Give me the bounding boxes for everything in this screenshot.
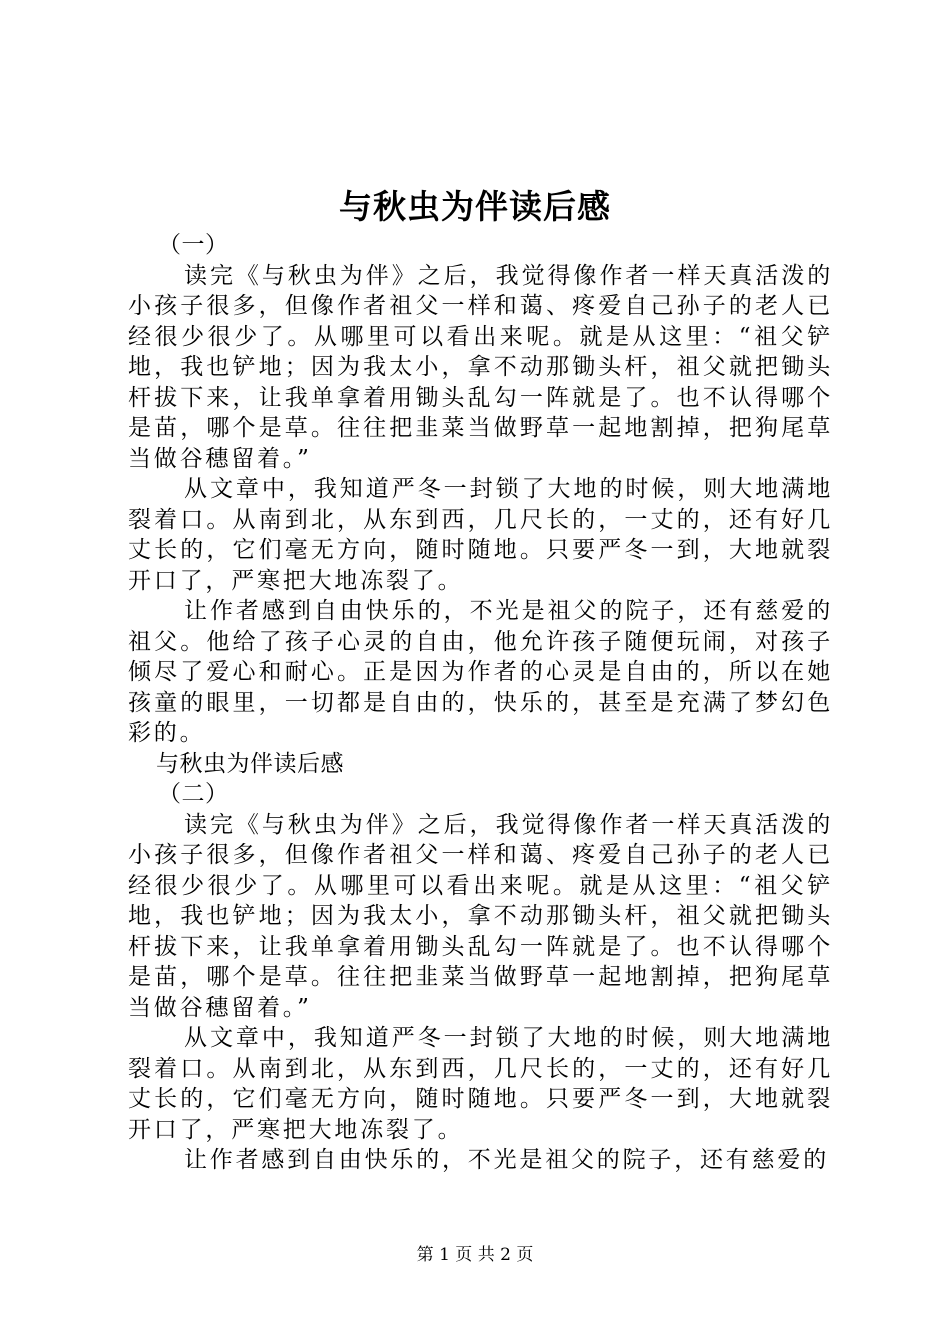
document-title: 与秋虫为伴读后感: [339, 187, 611, 226]
paragraph: 让作者感到自由快乐的，不光是祖父的院子，还有慈爱的: [184, 1147, 829, 1173]
document-body: [128, 230, 833, 1176]
paragraph: 让作者感到自由快乐的，不光是祖父的院子，还有慈爱的祖父。他给了孩子心灵的自由，他允许孩子随便玩闹，对孩子倾尽了爱心和耐心。正是因为作者的心灵是自由的，所以在她孩童的眼里，一切都是自由的，快乐的，甚至是充满了梦幻色彩的。: [128, 598, 833, 746]
page-number: 第 1 页 共 2 页: [416, 1245, 534, 1265]
section-label: （一）: [158, 232, 229, 258]
section-heading: 与秋虫为伴读后感: [156, 750, 344, 777]
paragraph: 读完《与秋虫为伴》之后，我觉得像作者一样天真活泼的小孩子很多，但像作者祖父一样和蔼、疼爱自己孙子的老人已经很少很少了。从哪里可以看出来呢。就是从这里：“祖父铲地，我也铲地；因为我太小，拿不动那锄头杆，祖父就把锄头杆拔下来，让我单拿着用锄头乱勾一阵就是了。也不认得哪个是苗，哪个是草。往往把韭菜当做野草一起地割掉，把狗尾草当做谷穗留着。”: [128, 262, 833, 472]
paragraph: 读完《与秋虫为伴》之后，我觉得像作者一样天真活泼的小孩子很多，但像作者祖父一样和蔼、疼爱自己孙子的老人已经很少很少了。从哪里可以看出来呢。就是从这里：“祖父铲地，我也铲地；因为我太小，拿不动那锄头杆，祖父就把锄头杆拔下来，让我单拿着用锄头乱勾一阵就是了。也不认得哪个是苗，哪个是草。往往把韭菜当做野草一起地割掉，把狗尾草当做谷穗留着。”: [128, 811, 833, 1021]
paragraph: 从文章中，我知道严冬一封锁了大地的时候，则大地满地裂着口。从南到北，从东到西，几尺长的，一丈的，还有好几丈长的，它们毫无方向，随时随地。只要严冬一到，大地就裂开口了，严寒把大地冻裂了。: [128, 1025, 833, 1143]
section-label: （二）: [158, 781, 229, 807]
paragraph: 从文章中，我知道严冬一封锁了大地的时候，则大地满地裂着口。从南到北，从东到西，几尺长的，一丈的，还有好几丈长的，它们毫无方向，随时随地。只要严冬一到，大地就裂开口了，严寒把大地冻裂了。: [128, 476, 833, 594]
